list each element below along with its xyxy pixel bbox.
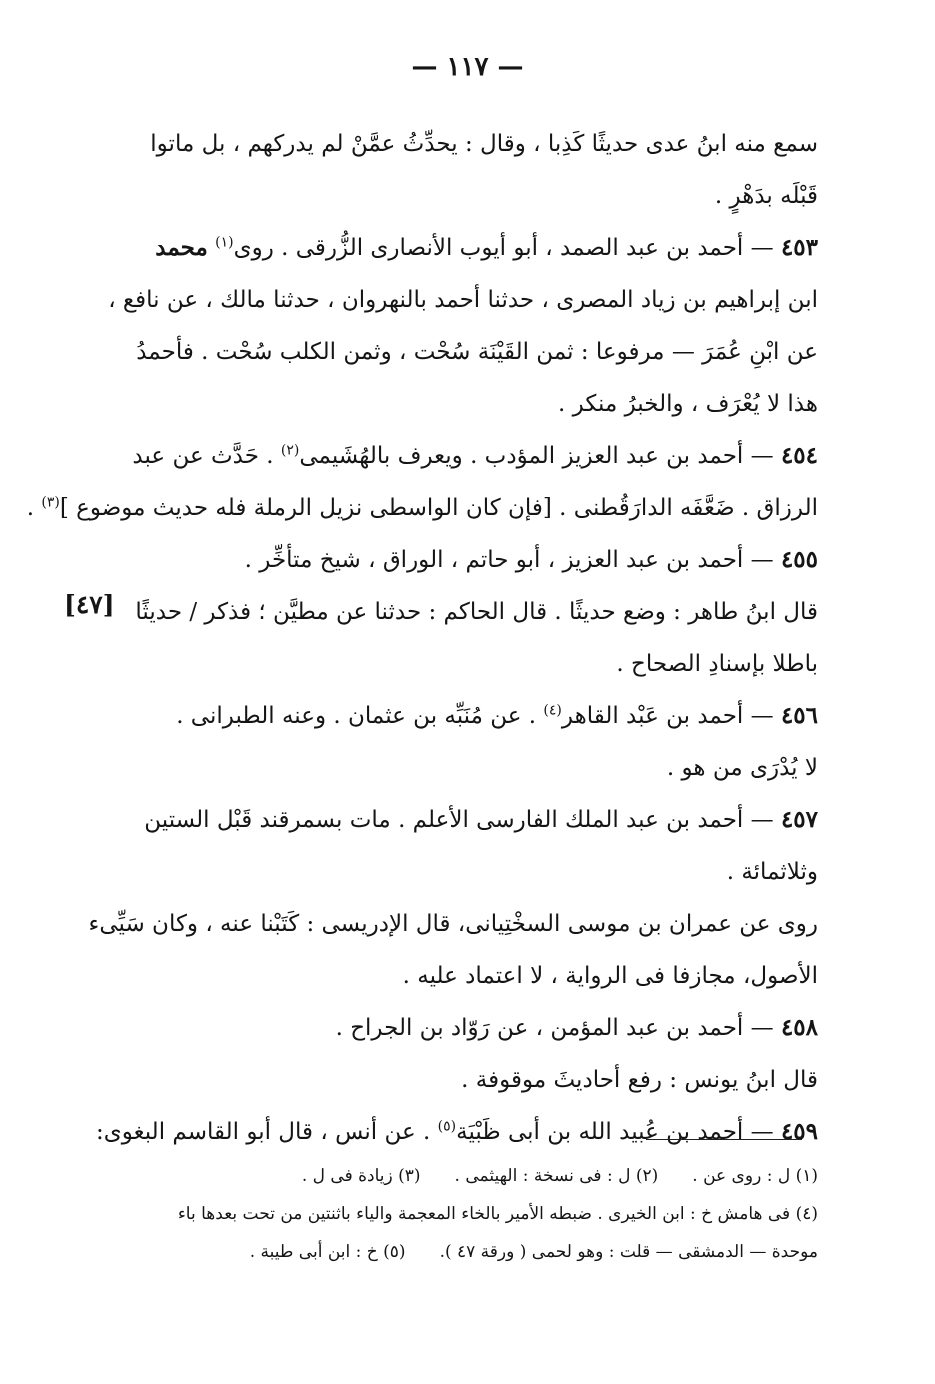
- footnote-1: (١) ل : روى عن .: [692, 1166, 818, 1186]
- footnote-line: [118, 1233, 818, 1271]
- text-line: باطلا بإسنادِ الصحاح .: [616, 651, 818, 677]
- entry-454: [118, 430, 818, 482]
- entry-number: ٤٥٧: [780, 806, 818, 833]
- footnote-reference: (١): [215, 234, 234, 251]
- text-line: قال ابنُ يونس : رفع أحاديثَ موقوفة .: [461, 1067, 818, 1093]
- footnotes: [118, 1157, 818, 1271]
- entry-text: — أحمد بن عبد الصمد ، أبو أيوب الأنصارى الزُّرقى . روى: [233, 235, 774, 261]
- text-segment: الرزاق . ضَعَّفَه الدارَقُطنى . [فإن كان الواسطى نزيل الرملة فله حديث موضوع ]: [59, 495, 818, 521]
- text-line: [26, 482, 818, 534]
- footnote-2: (٢) ل : فى نسخة : الهيثمى .: [454, 1166, 659, 1186]
- entry-number: ٤٥٩: [780, 1118, 818, 1145]
- text-line: هذا لا يُعْرَف ، والخبرُ منكر .: [558, 391, 818, 417]
- entry-text: — أحمد بن عَبْد القاهر: [561, 703, 774, 729]
- footnote-4-continued: موحدة — الدمشقى — قلت : وهو لحمى ( ورقة ٤٧ ).: [439, 1242, 818, 1262]
- entry-text: — أحمد بن عُبيد الله بن أبى ظَبْيَة: [456, 1119, 774, 1145]
- footnote-5: (٥) خ : ابن أبى طيبة .: [249, 1242, 406, 1262]
- entry-text: — أحمد بن عبد الملك الفارسى الأعلم . مات بسمرقند قَبْل الستين: [144, 807, 774, 833]
- text-line: لا يُدْرَى من هو .: [666, 755, 818, 781]
- entry-text: — أحمد بن عبد العزيز المؤدب . ويعرف بالهُشَيمى: [299, 443, 774, 469]
- footnote-3: (٣) زيادة فى ل .: [301, 1166, 421, 1186]
- entry-text: . عن أنس ، قال أبو القاسم البغوى:: [96, 1119, 431, 1145]
- footnote-reference: (٣): [41, 494, 60, 511]
- text-line: قَبْلَه بدَهْرٍ .: [714, 183, 818, 209]
- footnote-reference: (٥): [437, 1118, 457, 1135]
- entry-text: — أحمد بن عبد العزيز ، أبو حاتم ، الوراق ، شيخ متأخِّر .: [244, 547, 774, 573]
- text-line: ابن إبراهيم بن زياد المصرى ، حدثنا أحمد بالنهروان ، حدثنا مالك ، عن نافع ،: [108, 287, 818, 313]
- text-segment: .: [26, 495, 35, 521]
- entry-text: — أحمد بن عبد المؤمن ، عن رَوّاد بن الجراح .: [335, 1015, 774, 1041]
- text-line: سمع منه ابنُ عدى حديثًا كَذِبا ، وقال : يحدِّثُ عمَّنْ لم يدركهم ، بل ماتوا: [150, 131, 818, 157]
- entry-455: [118, 534, 818, 586]
- entry-number: ٤٥٨: [780, 1014, 818, 1041]
- entry-458: [118, 1002, 818, 1054]
- text-line: قال ابنُ طاهر : وضع حديثًا . قال الحاكم : حدثنا عن مطيَّن ؛ فذكر / حديثًا: [135, 599, 818, 625]
- text-line: روى عن عمران بن موسى السخْتِيانى، قال الإدريسى : كَتَبْنا عنه ، وكان سَيِّىء: [88, 911, 818, 937]
- text-line: الأصول، مجازفا فى الرواية ، لا اعتماد عليه .: [402, 963, 818, 989]
- entry-text: . حَدَّث عن عبد: [132, 443, 274, 469]
- footnote-4: (٤) فى هامش خ : ابن الخيرى . ضبطه الأمير بالخاء المعجمة والياء باثنتين من تحت بعدها باء: [177, 1204, 818, 1224]
- entry-457: [118, 794, 818, 846]
- text-line: عن ابْنِ عُمَرَ — مرفوعا : ثمن القَيْنَة سُحْت ، وثمن الكلب سُحْت . فأحمدُ: [136, 339, 818, 365]
- footnote-line: [118, 1157, 818, 1195]
- page-number: — ١١٧ —: [411, 52, 524, 82]
- entry-text: محمد: [155, 234, 208, 261]
- entry-number: ٤٥٥: [780, 546, 818, 573]
- entry-number: ٤٥٤: [780, 442, 818, 469]
- entry-459: [96, 1106, 818, 1158]
- entry-456: [118, 690, 818, 742]
- entry-number: ٤٥٣: [780, 234, 818, 261]
- text-line: وثلاثمائة .: [726, 859, 818, 885]
- entry-text: . عن مُنَبِّه بن عثمان . وعنه الطبرانى .: [176, 703, 537, 729]
- entry-number: ٤٥٦: [780, 702, 818, 729]
- entry-453: [118, 222, 818, 274]
- manuscript-folio-marker: [٤٧]: [64, 590, 115, 619]
- footnote-divider: [646, 1139, 802, 1140]
- footnote-reference: (٢): [280, 442, 300, 459]
- footnote-reference: (٤): [543, 702, 562, 719]
